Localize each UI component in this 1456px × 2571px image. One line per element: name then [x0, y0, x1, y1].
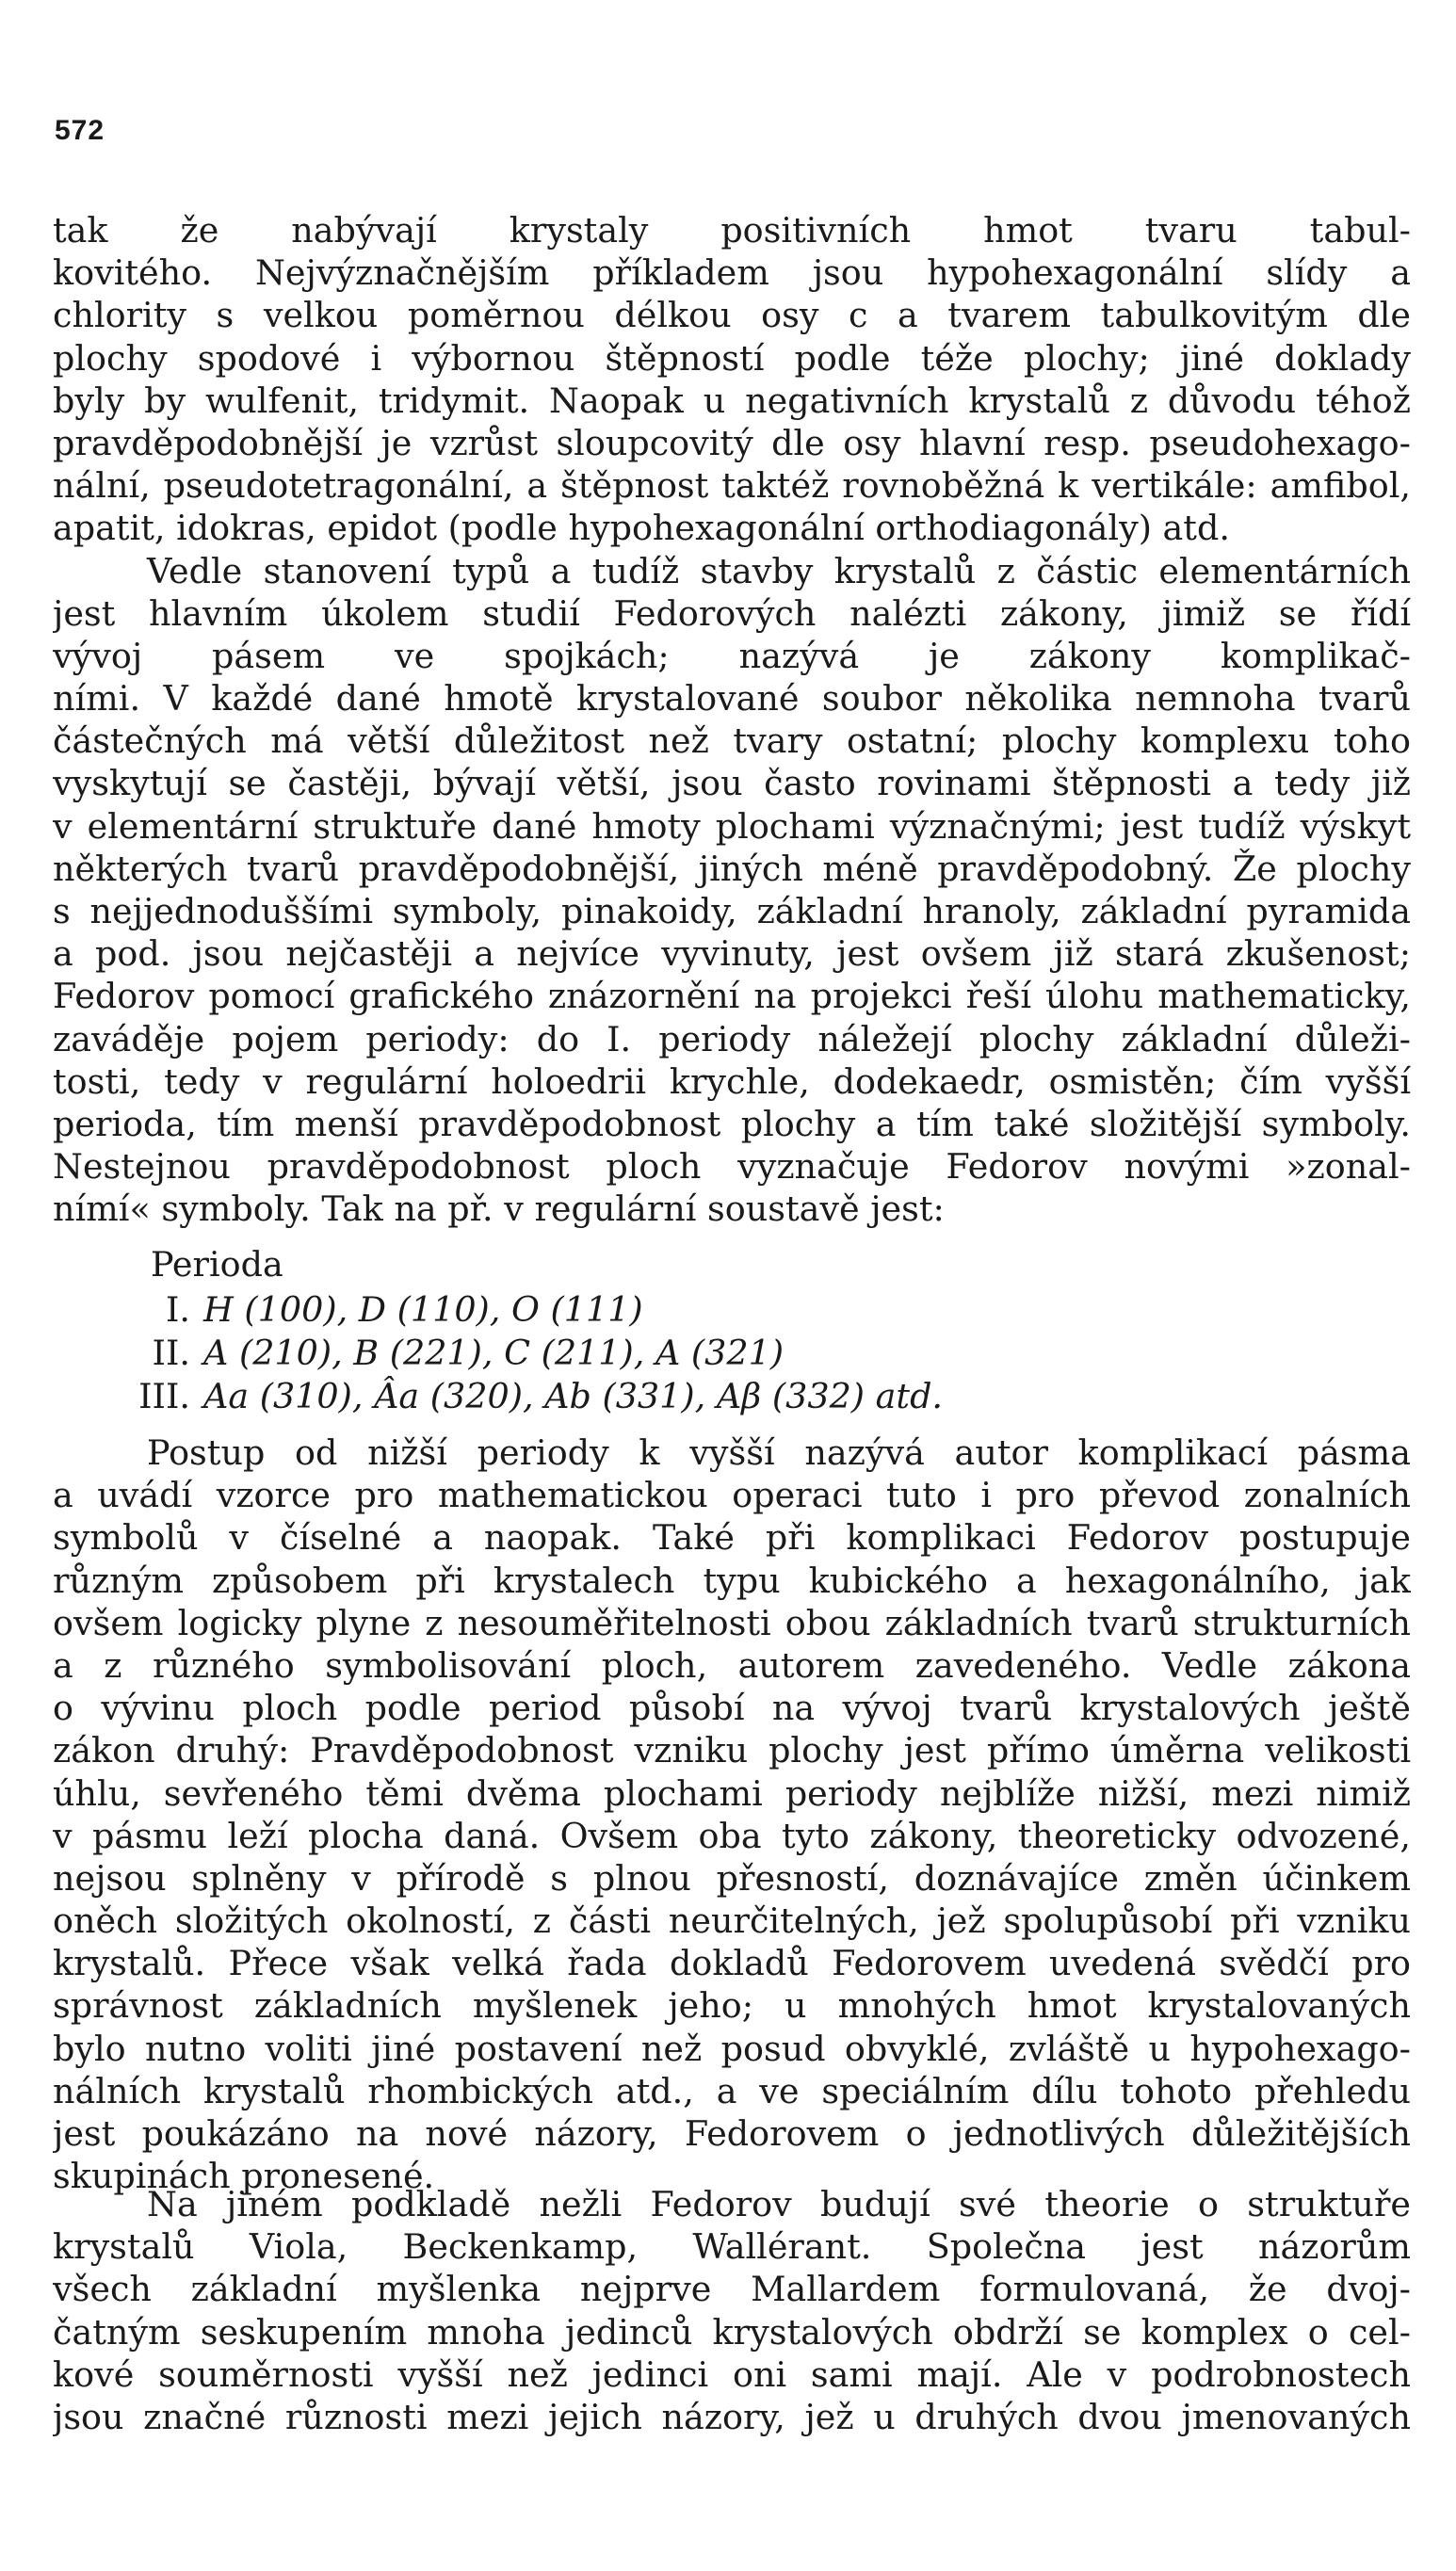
period-numeral: II. — [152, 1333, 190, 1373]
text-line: různým způsobem při krystalech typu kubického a hexagonálního, jak — [53, 1560, 1411, 1601]
period-title: Perioda — [151, 1244, 283, 1285]
text-line: ovšem logicky plyne z nesouměřitelnosti obou základních tvarů strukturních — [53, 1602, 1411, 1643]
text-line: krystalů Viola, Beckenkamp, Wallérant. Společna jest názorům — [53, 2226, 1411, 2268]
paragraph-block-3 — [53, 2183, 1411, 2438]
text-line: byly by wulfenit, tridymit. Naopak u negativních krystalů z důvodu téhož — [53, 380, 1411, 421]
period-row — [53, 1332, 1411, 1375]
text-line: a z různého symbolisování ploch, autorem zavedeného. Vedle zákona — [53, 1644, 1411, 1686]
page-number: 572 — [55, 115, 105, 146]
text-line: nálních krystalů rhombických atd., a ve speciálním dílu tohoto přehledu — [53, 2070, 1411, 2111]
text-line: v elementární struktuře dané hmoty plochami význačnými; jest tudíž výskyt — [53, 805, 1411, 847]
text-line: správnost základních myšlenek jeho; u mnohých hmot krystalovaných — [53, 1985, 1411, 2027]
text-line: všech základní myšlenka nejprve Mallardem formulovaná, že dvoj- — [53, 2269, 1411, 2310]
text-line: krystalů. Přece však velká řada dokladů Fedorovem uvedená svědčí pro — [53, 1943, 1411, 1984]
text-line: apatit, idokras, epidot (podle hypohexagonální orthodiagonály) atd. — [53, 508, 1230, 549]
text-line: jsou značné různosti mezi jejich názory, jež u druhých dvou jmenovaných — [53, 2396, 1411, 2437]
text-line: úhlu, sevřeného těmi dvěma plochami periody nejblíže nižší, mezi nimiž — [53, 1772, 1411, 1814]
period-list — [53, 1243, 1411, 1418]
text-line: pravděpodobnější je vzrůst sloupcovitý dle osy hlavní resp. pseudohexago- — [53, 422, 1411, 463]
text-line: o vývinu ploch podle period působí na vývoj tvarů krystalových ještě — [53, 1688, 1411, 1729]
text-line: tak že nabývají krystaly positivních hmot tvaru tabul- — [53, 210, 1411, 251]
text-line: skupinách pronesené. — [53, 2156, 435, 2197]
text-line: bylo nutno voliti jiné postavení než posud obvyklé, zvláště u hypohexago- — [53, 2028, 1411, 2069]
text-line: částečných má větší důležitost než tvary ostatní; plochy komplexu toho — [53, 720, 1411, 762]
period-numeral: I. — [165, 1289, 190, 1330]
text-line: oněch složitých okolností, z části neurčitelných, jež spolupůsobí při vzniku — [53, 1900, 1411, 1942]
text-line: kové souměrnosti vyšší než jedinci oni sami mají. Ale v podrobnostech — [53, 2353, 1411, 2395]
text-line: plochy spodové i výbornou štěpností podle téže plochy; jiné doklady — [53, 337, 1411, 379]
text-line: Vedle stanovení typů a tudíž stavby krystalů z částic elementárních — [147, 550, 1411, 591]
text-line: nální, pseudotetragonální, a štěpnost taktéž rovnoběžná k vertikále: amfibol, — [53, 465, 1411, 507]
text-line: jest hlavním úkolem studií Fedorových nalézti zákony, jimiž se řídí — [53, 592, 1411, 634]
text-line: chlority s velkou poměrnou délkou osy c a tvarem tabulkovitým dle — [53, 295, 1411, 336]
text-line: nímí« symboly. Tak na př. v regulární soustavě jest: — [53, 1188, 945, 1230]
period-symbols: H (100), D (110), O (111) — [203, 1289, 643, 1330]
paragraph-block-1 — [53, 209, 1411, 1231]
text-line: Na jiném podkladě nežli Fedorov budují své theorie o struktuře — [147, 2184, 1411, 2224]
text-line: a pod. jsou nejčastěji a nejvíce vyvinuty, jest ovšem již stará zkušenost; — [53, 933, 1411, 975]
text-line: čatným seskupením mnoha jedinců krystalových obdrží se komplex o cel- — [53, 2311, 1411, 2353]
paragraph-block-2 — [53, 1431, 1411, 2197]
text-line: v pásmu leží plocha daná. Ovšem oba tyto zákony, theoreticky odvozené, — [53, 1815, 1411, 1856]
text-line: vyskytují se častěji, bývají větší, jsou často rovinami štěpnosti a tedy již — [53, 763, 1411, 804]
text-line: perioda, tím menší pravděpodobnost plochy a tím také složitější symboly. — [53, 1103, 1411, 1144]
text-line: nejsou splněny v přírodě s plnou přesností, doznávajíce změn účinkem — [53, 1857, 1411, 1899]
text-line: zaváděje pojem periody: do I. periody náležejí plochy základní důleži- — [53, 1018, 1411, 1059]
text-line: Postup od nižší periody k vyšší nazývá autor komplikací pásma — [147, 1432, 1411, 1473]
text-line: zákon druhý: Pravděpodobnost vzniku plochy jest přímo úměrna velikosti — [53, 1730, 1411, 1771]
text-line: Fedorov pomocí grafického znázornění na projekci řeší úlohu mathematicky, — [53, 976, 1411, 1017]
text-line: ními. V každé dané hmotě krystalované soubor několika nemnoha tvarů — [53, 678, 1411, 720]
period-row — [53, 1288, 1411, 1332]
text-line: některých tvarů pravděpodobnější, jiných méně pravděpodobný. Že plochy — [53, 848, 1411, 889]
text-line: kovitého. Nejvýznačnějším příkladem jsou hypohexagonální slídy a — [53, 252, 1411, 294]
text-line: s nejjednoduššími symboly, pinakoidy, základní hranoly, základní pyramida — [53, 891, 1411, 931]
text-line: a uvádí vzorce pro mathematickou operaci tuto i pro převod zonalních — [53, 1475, 1411, 1516]
period-row — [53, 1375, 1411, 1418]
text-line: Nestejnou pravděpodobnost ploch vyznačuje Fedorov novými »zonal- — [53, 1146, 1411, 1188]
period-symbols: A (210), B (221), C (211), A (321) — [203, 1333, 785, 1373]
period-symbols: Aa (310), Âa (320), Ab (331), Aβ (332) atd. — [203, 1376, 944, 1416]
text-line: jest poukázáno na nové názory, Fedorovem o jednotlivých důležitějších — [53, 2113, 1411, 2154]
text-line: vývoj pásem ve spojkách; nazývá je zákony komplikač- — [53, 635, 1411, 676]
text-line: tosti, tedy v regulární holoedrii krychle, dodekaedr, osmistěn; čím vyšší — [53, 1060, 1411, 1102]
period-numeral: III. — [138, 1376, 190, 1416]
text-line: symbolů v číselné a naopak. Také při komplikaci Fedorov postupuje — [53, 1517, 1411, 1559]
